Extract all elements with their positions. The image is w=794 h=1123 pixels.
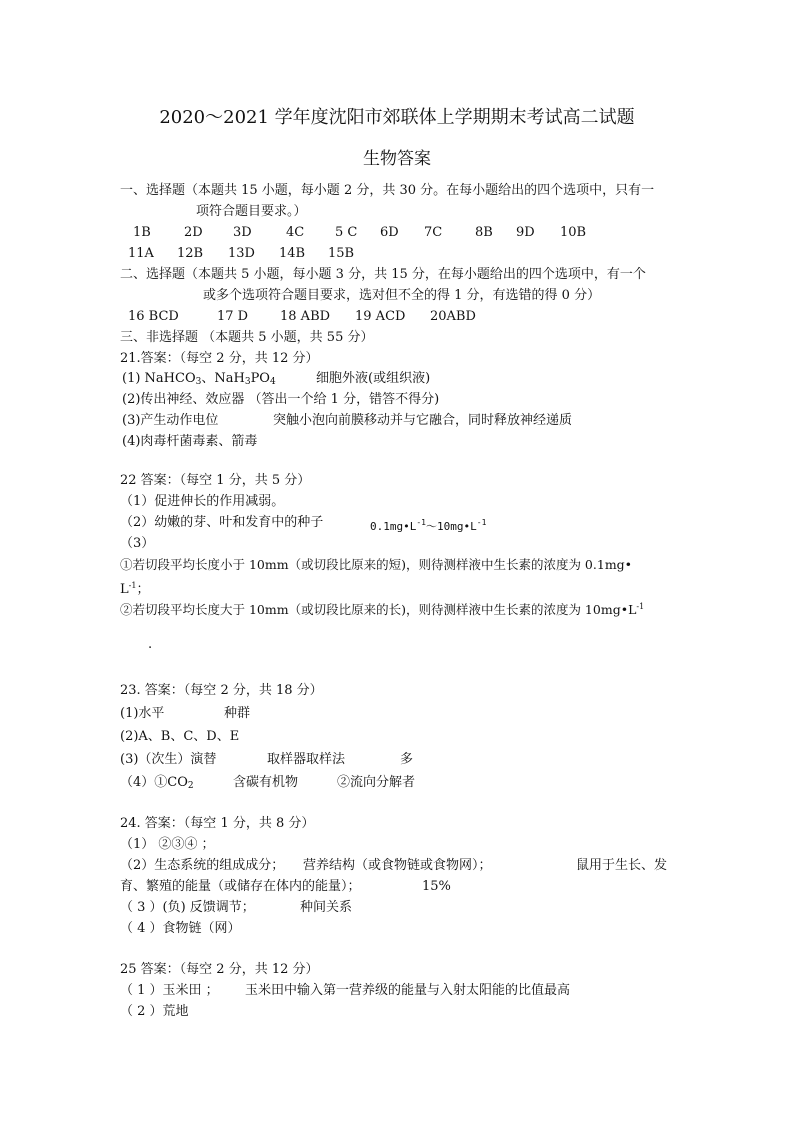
q21-answer-3: (3)产生动作电位 [122,413,219,428]
q23-answer-3b: 取样器取样法 [267,752,346,767]
q24-answer-4: （ 4 ）食物链（网） [120,921,241,936]
answer-item: 8B [475,225,493,240]
q22-c1-text: L [120,582,129,597]
q22-answer-2: （2）幼嫩的芽、叶和发育中的种子 [120,515,324,530]
q24-header: 24. 答案：（每空 1 分，共 8 分） [120,816,315,831]
q25-header: 25 答案：（每空 2 分，共 12 分） [120,962,319,977]
answer-item: 15B [328,246,355,261]
answer-item: 10B [560,225,587,240]
q24-answer-2-cont-b: 15% [422,879,451,894]
q21-a1-sub: 3 [244,377,251,387]
q22-condition-2-end: . [148,637,153,652]
answer-item: 4C [286,225,305,240]
answer-item: 11A [128,246,154,261]
answer-item: 2D [184,225,203,240]
q21-answer-1b: 细胞外液(或组织液) [316,371,431,386]
q25-answer-1: （ 1 ）玉米田 ； [120,983,219,998]
answer-item: 6D [380,225,399,240]
answer-item: 12B [177,246,204,261]
page-title: 2020～2021 学年度沈阳市郊联体上学期期末考试高二试题 [159,107,635,128]
section-2-heading-cont: 或多个选项符合题目要求，选对但不全的得 1 分，有选错的得 0 分） [203,288,601,303]
answer-item: 16 BCD [128,309,179,324]
q23-header: 23. 答案：（每空 2 分，共 18 分） [120,683,323,698]
answer-item: 9D [516,225,535,240]
q25-answer-1b: 玉米田中输入第一营养级的能量与入射太阳能的比值最高 [245,983,571,998]
answer-item: 14B [279,246,306,261]
q24-answer-3: （ 3 ）(负) 反馈调节； [120,900,255,915]
answer-item: 7C [424,225,443,240]
q23-answer-3c: 多 [400,752,414,767]
q22-c1-sup: -1 [128,581,137,590]
q22-condition-1-cont [120,577,149,599]
answer-item: 18 ABD [280,309,331,324]
q24-answer-2b: 营养结构（或食物链或食物网）； [303,858,492,873]
q22-a2b-text: ～10mg•L [426,520,477,533]
answer-item: 17 D [217,309,249,324]
answer-item: 20ABD [430,309,476,324]
q21-a1-text: (1) NaHCO [122,371,196,386]
q23-answer-2: (2)A、B、C、D、E [120,729,240,744]
q22-answer-1: （1）促进伸长的作用减弱。 [120,494,285,509]
answer-item: 1B [133,225,151,240]
q22-a2b-sup: -1 [476,518,487,527]
q22-header: 22 答案：（每空 1 分，共 5 分） [120,473,311,488]
answer-item: 5 C [335,225,358,240]
q21-answer-4: (4)肉毒杆菌毒素、箭毒 [122,434,258,449]
q25-answer-2: （ 2 ）荒地 [120,1004,189,1019]
q21-a1-text: PO [250,371,270,386]
q23-a4-text: （4）①CO [120,775,188,790]
q21-header: 21.答案：（每空 2 分，共 12 分） [120,351,319,366]
q24-answer-2-cont: 育、繁殖的能量（或储存在体内的能量）； [120,879,361,894]
page-subtitle: 生物答案 [363,149,431,169]
q23-answer-4b: 含碳有机物 [233,775,299,790]
q21-answer-1 [122,370,276,391]
q24-answer-3b: 种间关系 [300,900,353,915]
section-1-heading: 一、选择题（本题共 15 小题，每小题 2 分，共 30 分。在每小题给出的四个选项中，只有一 [120,183,655,198]
q23-answer-4 [120,774,194,795]
q21-a1-sub: 4 [269,377,276,387]
q23-answer-1: (1)水平 [120,706,165,721]
q22-c2-sup: -1 [636,602,645,611]
answer-item: 13D [228,246,255,261]
section-3-heading: 三、非选择题 （本题共 5 小题，共 55 分） [120,330,374,345]
q23-answer-4c: ②流向分解者 [337,775,416,790]
q22-c1-text: ； [136,582,150,597]
q22-answer-3: （3） [120,536,155,551]
q22-answer-2b [370,514,486,536]
q23-answer-1b: 种群 [224,706,251,721]
q22-condition-1: ①若切段平均长度小于 10mm（或切段比原来的短)，则待测样液中生长素的浓度为 0.1mg• [120,557,633,572]
q21-a1-sub: 3 [195,377,202,387]
q24-answer-2: （2）生态系统的组成成分； [120,858,285,873]
q22-condition-2 [120,598,644,619]
q22-a2b-text: 0.1mg•L [370,520,417,533]
q23-a4-sub: 2 [187,781,194,791]
section-2-heading: 二、选择题（本题共 5 小题，每小题 3 分，共 15 分，在每小题给出的四个选项中，有一个 [120,267,646,282]
q21-a1-text: 、NaH [201,371,245,386]
q22-a2b-sup: -1 [416,518,426,527]
q24-answer-2c: 鼠用于生长、发 [576,858,668,873]
q21-answer-2: (2)传出神经、效应器 （答出一个给 1 分，错答不得分) [122,392,440,407]
answer-item: 3D [233,225,252,240]
answer-item: 19 ACD [355,309,406,324]
q24-answer-1: （1） ②③④ ； [120,837,215,852]
q22-c2-text: ②若切段平均长度大于 10mm（或切段比原来的长)，则待测样液中生长素的浓度为 10mg•L [120,602,637,617]
q21-answer-3b: 突触小泡向前膜移动并与它融合，同时释放神经递质 [273,413,573,428]
section-1-heading-cont: 项符合题目要求。） [196,204,307,219]
q23-answer-3: (3)（次生）演替 [120,752,217,767]
